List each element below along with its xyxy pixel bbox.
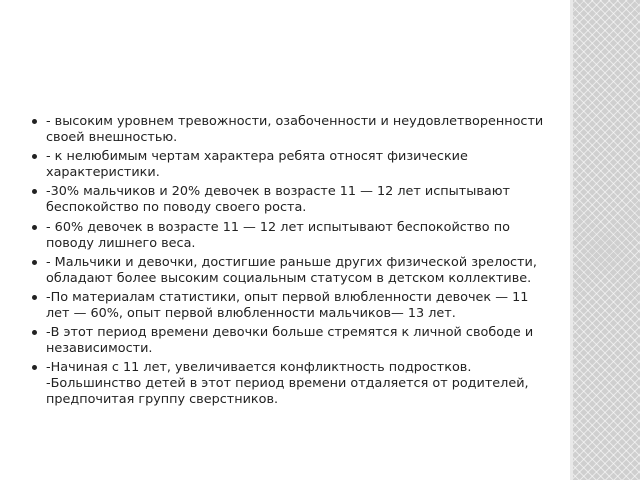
bullet-text: -30% мальчиков и 20% девочек в возрасте 11 — 12 лет испытывают беспокойство по поводу своего роста. xyxy=(46,184,510,216)
bullet-item xyxy=(30,325,550,357)
bullet-icon xyxy=(32,365,37,370)
bullet-icon xyxy=(32,260,37,265)
bullet-item xyxy=(30,255,550,287)
bullet-text: - высоким уровнем тревожности, озабоченности и неудовлетворенности своей внешностью. xyxy=(46,114,544,145)
decorative-side-band xyxy=(570,0,640,480)
bullet-item xyxy=(30,220,550,252)
bullet-list xyxy=(30,114,550,408)
bullet-icon xyxy=(32,189,37,194)
bullet-text: -В этот период времени девочки больше стремятся к личной свободе и независимости. xyxy=(46,325,534,357)
bullet-text: -Начиная с 11 лет, увеличивается конфликтность подростков. -Большинство детей в этот период времени отдаляется от родителей, предпочитая группу сверстников. xyxy=(46,360,529,408)
bullet-icon xyxy=(32,154,37,159)
bullet-icon xyxy=(32,330,37,335)
bullet-text: -По материалам статистики, опыт первой влюбленности девочек — 11 лет — 60%, опыт первой влюбленности мальчиков— 13 лет. xyxy=(46,289,529,321)
bullet-icon xyxy=(32,225,37,230)
bullet-text: - Мальчики и девочки, достигшие раньше других физической зрелости, обладают более высоким социальным статусом в детском коллективе. xyxy=(46,254,537,286)
bullet-item xyxy=(30,184,550,216)
bullet-text: - 60% девочек в возрасте 11 — 12 лет испытывают беспокойство по поводу лишнего веса. xyxy=(46,219,510,251)
bullet-item xyxy=(30,149,550,181)
bullet-item xyxy=(30,360,550,408)
bullet-item xyxy=(30,290,550,322)
bullet-icon xyxy=(32,119,37,124)
bullet-item xyxy=(30,114,550,146)
slide-content xyxy=(30,114,550,412)
bullet-text: - к нелюбимым чертам характера ребята относят физические характеристики. xyxy=(46,149,468,181)
bullet-icon xyxy=(32,295,37,300)
